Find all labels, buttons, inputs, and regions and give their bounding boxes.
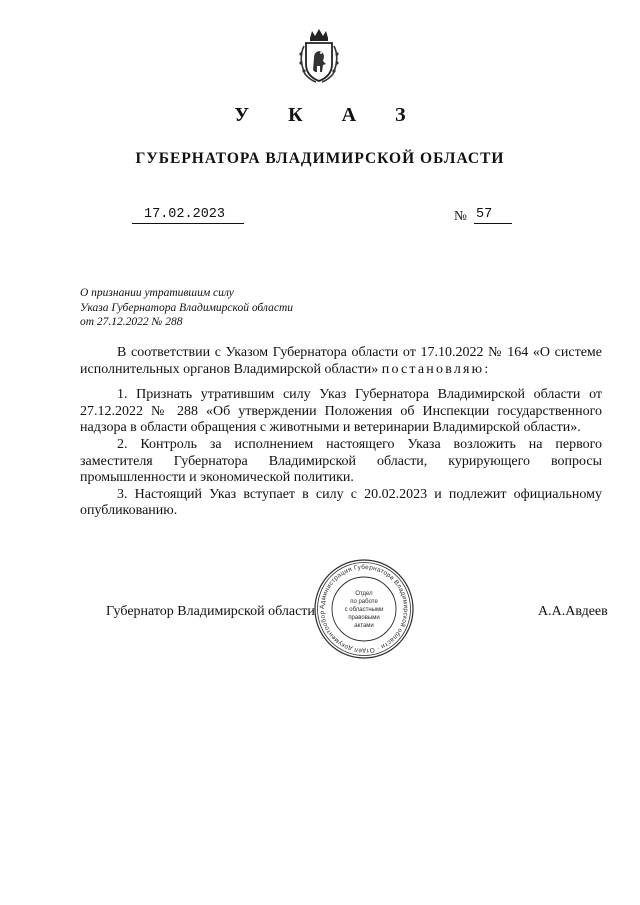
heading-line-3: от 27.12.2022 № 288	[80, 316, 183, 328]
item-1-paragraph: 1. Признать утратившим силу Указ Губернатора Владимирской области от 27.12.2022 № 288 «Об утверждении Положения об Инспекции государственного надзора в области обращения с животными и ветеринарии Владимирской области».	[80, 387, 602, 436]
preamble-paragraph	[80, 345, 602, 378]
document-body	[80, 345, 602, 520]
stamp-center-line-1: Отдел	[355, 591, 373, 597]
preamble-text: В соответствии с Указом Губернатора области от 17.10.2022 № 164 «О системе исполнительных органов Владимирской области»	[80, 345, 602, 377]
svg-text:Администрация Губернатора Влад	[313, 558, 409, 654]
coat-of-arms-icon	[296, 28, 342, 84]
stamp-center-line-4: правовыми	[348, 615, 380, 621]
stamp-center-line-5: актами	[354, 623, 374, 629]
signatory-position: Губернатор Владимирской области	[106, 604, 315, 619]
document-number: 57	[474, 207, 512, 224]
item-2-paragraph: 2. Контроль за исполнением настоящего Указа возложить на первого заместителя Губернатора Владимирской области, курирующего вопросы промышленности и экономической политики.	[80, 436, 602, 486]
stamp-ring-text: Администрация Губернатора Владимирской области · Отдел документообор	[318, 563, 410, 655]
number-sign: №	[454, 208, 467, 223]
item-3-paragraph: 3. Настоящий Указ вступает в силу с 20.02.2023 и подлежит официальному опубликованию.	[80, 486, 602, 519]
heading-line-1: О признании утратившим силу	[80, 287, 234, 299]
signatory-name: А.А.Авдеев	[538, 604, 608, 619]
stamp-center-line-2: по работе	[350, 599, 378, 605]
document-subtitle: ГУБЕРНАТОРА ВЛАДИМИРСКОЙ ОБЛАСТИ	[135, 150, 505, 167]
document-title: У К А З	[234, 104, 423, 126]
heading-line-2: Указа Губернатора Владимирской области	[80, 301, 293, 314]
preamble-decree-word: постановляю	[381, 361, 485, 377]
document-heading	[80, 286, 293, 330]
preamble-end: :	[484, 361, 489, 377]
stamp-center-line-3: с областными	[344, 607, 384, 613]
document-date: 17.02.2023	[132, 207, 244, 224]
official-stamp-icon	[313, 558, 415, 660]
